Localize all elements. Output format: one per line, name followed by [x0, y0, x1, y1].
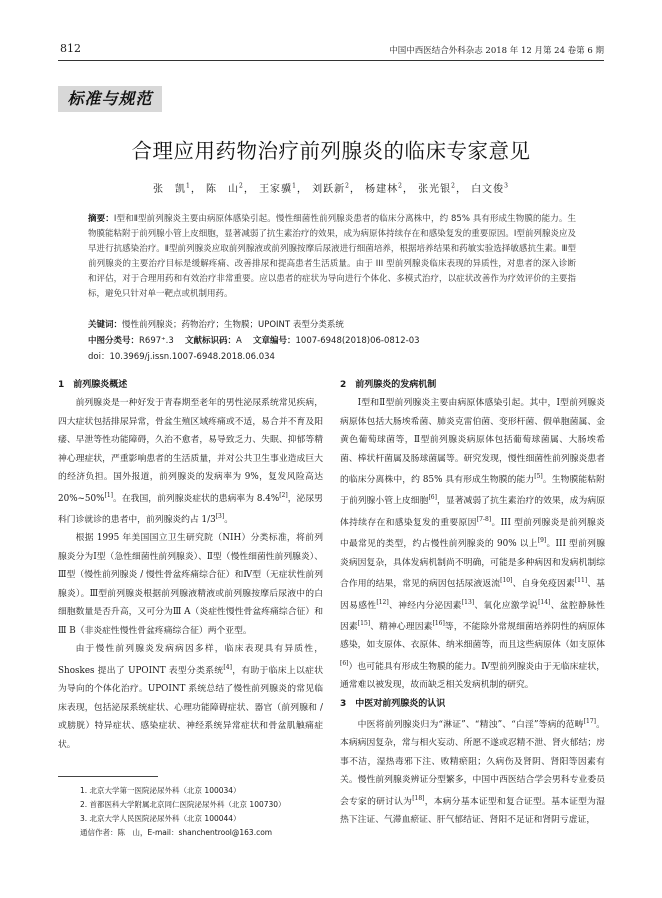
left-column: [58, 376, 323, 754]
section-tag: 标准与规范: [58, 86, 162, 112]
author: 王家骥$^1$: [259, 182, 297, 195]
author: 张 凯$^1$: [153, 182, 191, 195]
footnote: 3. 北京大学人民医院泌尿外科（北京 100044）: [80, 814, 241, 823]
author: 杨建林$^2$: [365, 182, 403, 195]
footnote-rule: [58, 776, 158, 777]
keywords: 关键词：慢性前列腺炎；药物治疗；生物膜；UPOINT 表型分类系统: [88, 320, 344, 330]
author: 刘跃新$^2$: [312, 182, 350, 195]
paper-title: 合理应用药物治疗前列腺炎的临床专家意见: [131, 139, 531, 163]
author: 陈 山$^2$: [206, 182, 244, 195]
footnote: 2. 首都医科大学附属北京同仁医院泌尿外科（北京 100730）: [80, 800, 286, 809]
right-column: [340, 376, 605, 830]
journal-header: 中国中西医结合外科杂志 2018 年 12 月第 24 卷第 6 期: [389, 46, 604, 56]
footnotes: [80, 784, 286, 840]
doi: doi：10.3969/j.issn.1007-6948.2018.06.034: [88, 352, 275, 362]
page-number: 812: [60, 42, 81, 55]
classification-line: 中图分类号：R697⁺.3 文献标识码：A 文章编号：1007-6948(2018)06-0812-03: [88, 336, 420, 346]
author-list: 张 凯$^1$， 陈 山$^2$， 王家骥$^1$， 刘跃新$^2$， 杨建林$^2$， 张光银$^2$， 白文俊$^3$: [153, 182, 509, 195]
footnote: 1. 北京大学第一医院泌尿外科（北京 100034）: [80, 786, 241, 795]
paragraph: 由于慢性前列腺炎发病病因多样，临床表现具有异质性，Shoskes 提出了 UPOINT 表型分类系统[4]，有助于临床上以症状为导向的个体化治疗。UPOINT 系统总结了慢性前列腺炎的常见临床表现，包括泌尿系统症状、心理功能障碍症状、器官（前列腺和 / 或膀胱）特异症状、感染症状、神经系统异常症状和骨盆肌触痛症状。: [58, 644, 323, 750]
paragraph: 前列腺炎是一种好发于青春期至老年的男性泌尿系统常见疾病，四大症状包括排尿异常，骨盆生殖区域疼痛或不适，易合并不育及阳痿、早泄等性功能障碍，久治不愈者，易导致乏力、失眠、抑郁等精神心理症状，严重影响患者的生活质量，并对公共卫生事业造成巨大的经济负担。国外报道，前列腺炎的发病率为 9%，复发风险高达 20%~50%[1]。在我国，前列腺炎症状的患病率为 8.4%[2]，泌尿男科门诊就诊的患者中，前列腺炎约占 1/3[3]。: [58, 398, 323, 525]
header-rule: [58, 60, 604, 61]
section-heading-2: 2 前列腺炎的发病机制: [340, 380, 437, 390]
section-heading-1: 1 前列腺炎概述: [58, 380, 128, 390]
paragraph: 中医将前列腺炎归为“淋证”、“精浊”、“白淫”等病的范畴[17]。本病病因复杂，常与相火妄动、所愿不遂或忍精不泄、肾火郁结；房事不洁，湿热毒邪下注、败精瘀阻；久病伤及肾阴、肾阳等因素有关。慢性前列腺炎辨证分型繁多，中国中西医结合学会男科专业委员会专家的研讨认为[18]，本病分基本证型和复合证型。基本证型为湿热下注证、气滞血瘀证、肝气郁结证、肾阳不足证和肾阴亏虚证，: [340, 717, 605, 826]
abstract-label: 摘要：: [88, 214, 114, 224]
abstract-text: Ⅰ型和Ⅱ型前列腺炎主要由病原体感染引起。慢性细菌性前列腺炎患者的临床分离株中，约 85% 具有形成生物膜的能力。生物膜能粘附于前列腺小管上皮细胞，显著减弱了抗生素治疗的效果，成为病原体持续存在和感染复发的重要原因。Ⅰ型前列腺炎应及早进行抗感染治疗。Ⅱ型前列腺炎应取前列腺液或前列腺按摩后尿液进行细菌培养，根据培养结果和药敏实验选择敏感抗生素。Ⅲ型前列腺炎的主要治疗目标是缓解疼痛、改善排尿和提高患者生活质量。由于 III 型前列腺炎临床表现的异质性，对患者的深入诊断和评估，对于合理用药和有效治疗非常重要。应以患者的症状为导向进行个体化、多模式治疗，以症状改善作为疗效评价的主要指标，避免只针对单一靶点或机制用药。: [88, 214, 576, 299]
author: 白文俊$^3$: [471, 182, 509, 195]
footnote-correspondence: 通信作者：陈 山，E-mail：shanchentrool@163.com: [80, 828, 273, 837]
paragraph: 根据 1995 年美国国立卫生研究院（NIH）分类标准，将前列腺炎分为Ⅰ型（急性细菌性前列腺炎）、Ⅱ型（慢性细菌性前列腺炎）、Ⅲ型（慢性前列腺炎 / 慢性骨盆疼痛综合征）和Ⅳ型（无症状性前列腺炎）。Ⅲ型前列腺炎根据前列腺液精液或前列腺按摩后尿液中的白细胞数量是否升高，又可分为Ⅲ A（炎症性慢性骨盆疼痛综合征）和Ⅲ B（非炎症性慢性骨盆疼痛综合征）两个亚型。: [58, 533, 323, 636]
author: 张光银$^2$: [418, 182, 456, 195]
paragraph: Ⅰ型和Ⅱ型前列腺炎主要由病原体感染引起。其中，Ⅰ型前列腺炎病原体包括大肠埃希菌、肺炎克雷伯菌、变形杆菌、假单胞菌属、金黄色葡萄球菌等，Ⅱ型前列腺炎病原体包括葡萄球菌属、大肠埃希菌、棒状杆菌属及肠球菌属等。研究发现，慢性细菌性前列腺炎患者的临床分离株中，约 85% 具有形成生物膜的能力[5]。生物膜能粘附于前列腺小管上皮细胞[6]，显著减弱了抗生素治疗的效果，成为病原体持续存在和感染复发的重要原因[7-8]。III 型前列腺炎是前列腺炎中最常见的类型，约占慢性前列腺炎的 90% 以上[9]。III 型前列腺炎病因复杂，具体发病机制尚不明确，可能是多种病因和发病机制综合作用的结果，常见的病因包括尿液返流[10]、自身免疫因素[11]、基因易感性[12]、神经内分泌因素[13]、氧化应激学说[14]、盆腔静脉性因素[15]、精神心理因素[16]等，不能除外常规细菌培养阴性的病原体感染，如支原体、衣原体、纳米细菌等，而且这些病原体（如支原体[6]）也可能具有形成生物膜的能力。Ⅳ型前列腺炎由于无临床症状，通常难以被发现，故而缺乏相关发病机制的研究。: [340, 398, 605, 691]
section-heading-3: 3 中医对前列腺炎的认识: [340, 698, 446, 709]
abstract: [88, 212, 576, 302]
